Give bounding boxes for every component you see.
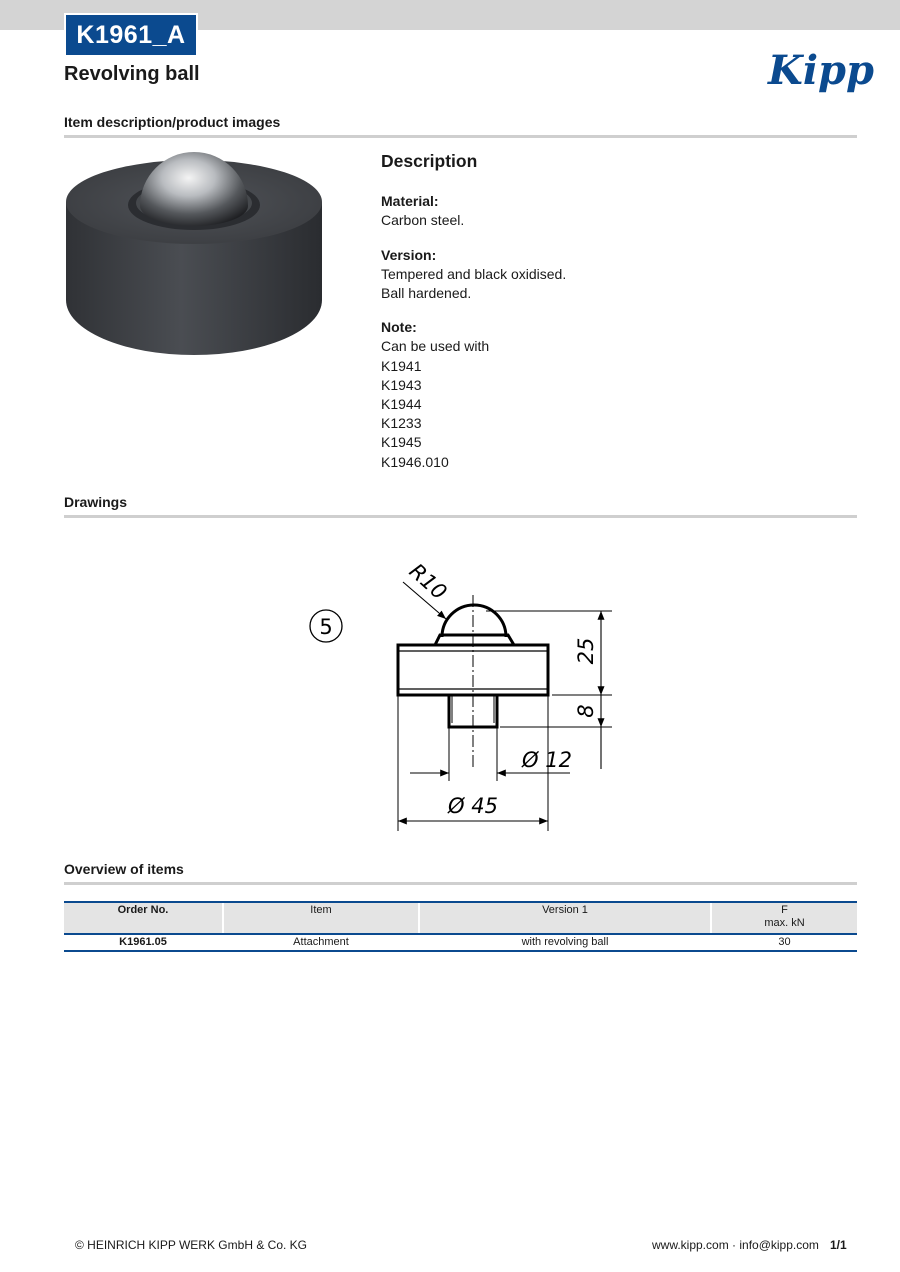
col-item: Item bbox=[223, 902, 419, 934]
note-group bbox=[381, 318, 831, 472]
footer-contact: www.kipp.com · info@kipp.com bbox=[652, 1238, 819, 1252]
version-group bbox=[381, 246, 831, 304]
logo-wordmark: Kipp bbox=[768, 47, 874, 94]
ball-outline bbox=[442, 605, 506, 637]
cell-version: with revolving ball bbox=[419, 934, 711, 951]
col-order-no: Order No. bbox=[64, 902, 223, 934]
note-line: K1946.010 bbox=[381, 453, 449, 470]
description-block bbox=[381, 152, 831, 487]
col-version: Version 1 bbox=[419, 902, 711, 934]
height-shank-label: 8 bbox=[574, 704, 598, 718]
note-line: Can be used with bbox=[381, 338, 490, 355]
cell-force: 30 bbox=[711, 934, 857, 951]
technical-drawing bbox=[300, 555, 620, 845]
note-label: Note: bbox=[381, 319, 417, 336]
dia-shank-label: Ø 12 bbox=[522, 748, 572, 772]
product-image bbox=[64, 150, 324, 360]
note-line: K1943 bbox=[381, 376, 422, 393]
version-line: Ball hardened. bbox=[381, 285, 472, 302]
items-table bbox=[64, 901, 857, 952]
kipp-logo bbox=[768, 38, 874, 94]
cell-item: Attachment bbox=[223, 934, 419, 951]
col-force bbox=[711, 902, 857, 934]
description-heading: Description bbox=[381, 151, 478, 171]
note-line: K1941 bbox=[381, 357, 422, 374]
height-total-label: 25 bbox=[574, 637, 598, 665]
page-title: Revolving ball bbox=[64, 63, 200, 85]
material-value: Carbon steel. bbox=[381, 212, 465, 229]
radius-label: R10 bbox=[404, 558, 452, 605]
material-label: Material: bbox=[381, 193, 439, 210]
note-line: K1945 bbox=[381, 434, 422, 451]
footer-copyright: © HEINRICH KIPP WERK GmbH & Co. KG bbox=[75, 1238, 307, 1252]
section-rule bbox=[64, 882, 857, 885]
cell-order-no: K1961.05 bbox=[64, 934, 223, 951]
section-rule bbox=[64, 135, 857, 138]
table-header-row bbox=[64, 902, 857, 934]
force-unit: max. kN bbox=[764, 917, 805, 929]
table-row bbox=[64, 934, 857, 951]
note-line: K1944 bbox=[381, 396, 422, 413]
dia-body-label: Ø 45 bbox=[448, 794, 498, 818]
version-line: Tempered and black oxidised. bbox=[381, 265, 567, 282]
footer-page-number: 1/1 bbox=[830, 1238, 847, 1252]
note-line: K1233 bbox=[381, 415, 422, 432]
force-symbol: F bbox=[781, 904, 788, 916]
section-drawings: Drawings bbox=[64, 494, 128, 510]
material-group bbox=[381, 192, 831, 230]
section-item-description: Item description/product images bbox=[64, 114, 281, 130]
version-label: Version: bbox=[381, 246, 437, 263]
product-code-badge: K1961_A bbox=[64, 13, 198, 57]
section-rule bbox=[64, 515, 857, 518]
callout-number: 5 bbox=[319, 615, 333, 639]
section-overview: Overview of items bbox=[64, 861, 184, 877]
